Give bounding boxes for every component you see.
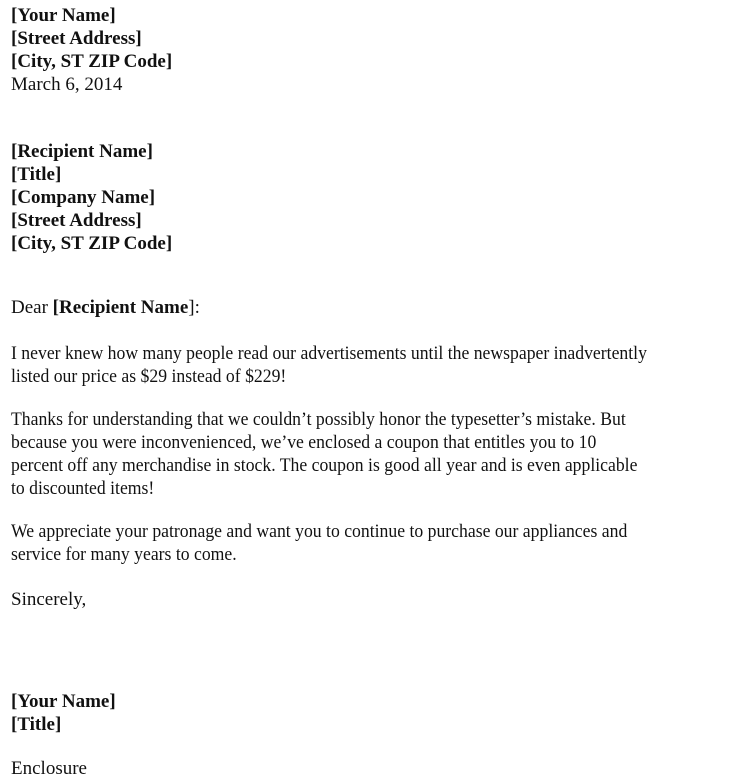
recipient-title: [Title] [11,164,62,185]
recipient-name: [Recipient Name] [11,141,153,162]
recipient-city: [City, ST ZIP Code] [11,233,173,254]
closing-phrase: Sincerely, [11,589,87,610]
paragraph-line: listed our price as $29 instead of $229! [11,366,287,387]
paragraph-line: percent off any merchandise in stock. The coupon is good all year and is even applicable [11,455,638,476]
sender-address-block [11,4,172,96]
salutation [11,296,200,319]
paragraph-line: to discounted items! [11,478,155,499]
closing-phrase-block [11,588,86,611]
enclosure-block [11,757,87,780]
sender-city: [City, ST ZIP Code] [11,51,173,72]
signer-title: [Title] [11,714,62,735]
salutation-suffix: ]: [188,297,200,318]
paragraph-line: I never knew how many people read our advertisements until the newspaper inadvertently [11,343,647,364]
body-paragraph-1 [11,342,695,388]
paragraph-line: We appreciate your patronage and want you to continue to purchase our appliances and [11,521,628,542]
body-paragraph-2 [11,408,685,500]
body-paragraph-3 [11,520,674,566]
paragraph-line: because you were inconvenienced, we’ve enclosed a coupon that entitles you to 10 [11,432,597,453]
letter-date: March 6, 2014 [11,74,123,95]
sender-name: [Your Name] [11,5,116,26]
recipient-street: [Street Address] [11,210,142,231]
salutation-prefix: Dear [11,297,53,318]
paragraph-line: service for many years to come. [11,544,237,565]
signer-name: [Your Name] [11,691,116,712]
signature-block [11,690,116,736]
sender-street: [Street Address] [11,28,142,49]
paragraph-line: Thanks for understanding that we couldn’t possibly honor the typesetter’s mistake. But [11,409,626,430]
recipient-address-block [11,140,172,255]
enclosure-notation: Enclosure [11,758,87,779]
salutation-name: [Recipient Name [52,297,189,318]
recipient-company: [Company Name] [11,187,156,208]
